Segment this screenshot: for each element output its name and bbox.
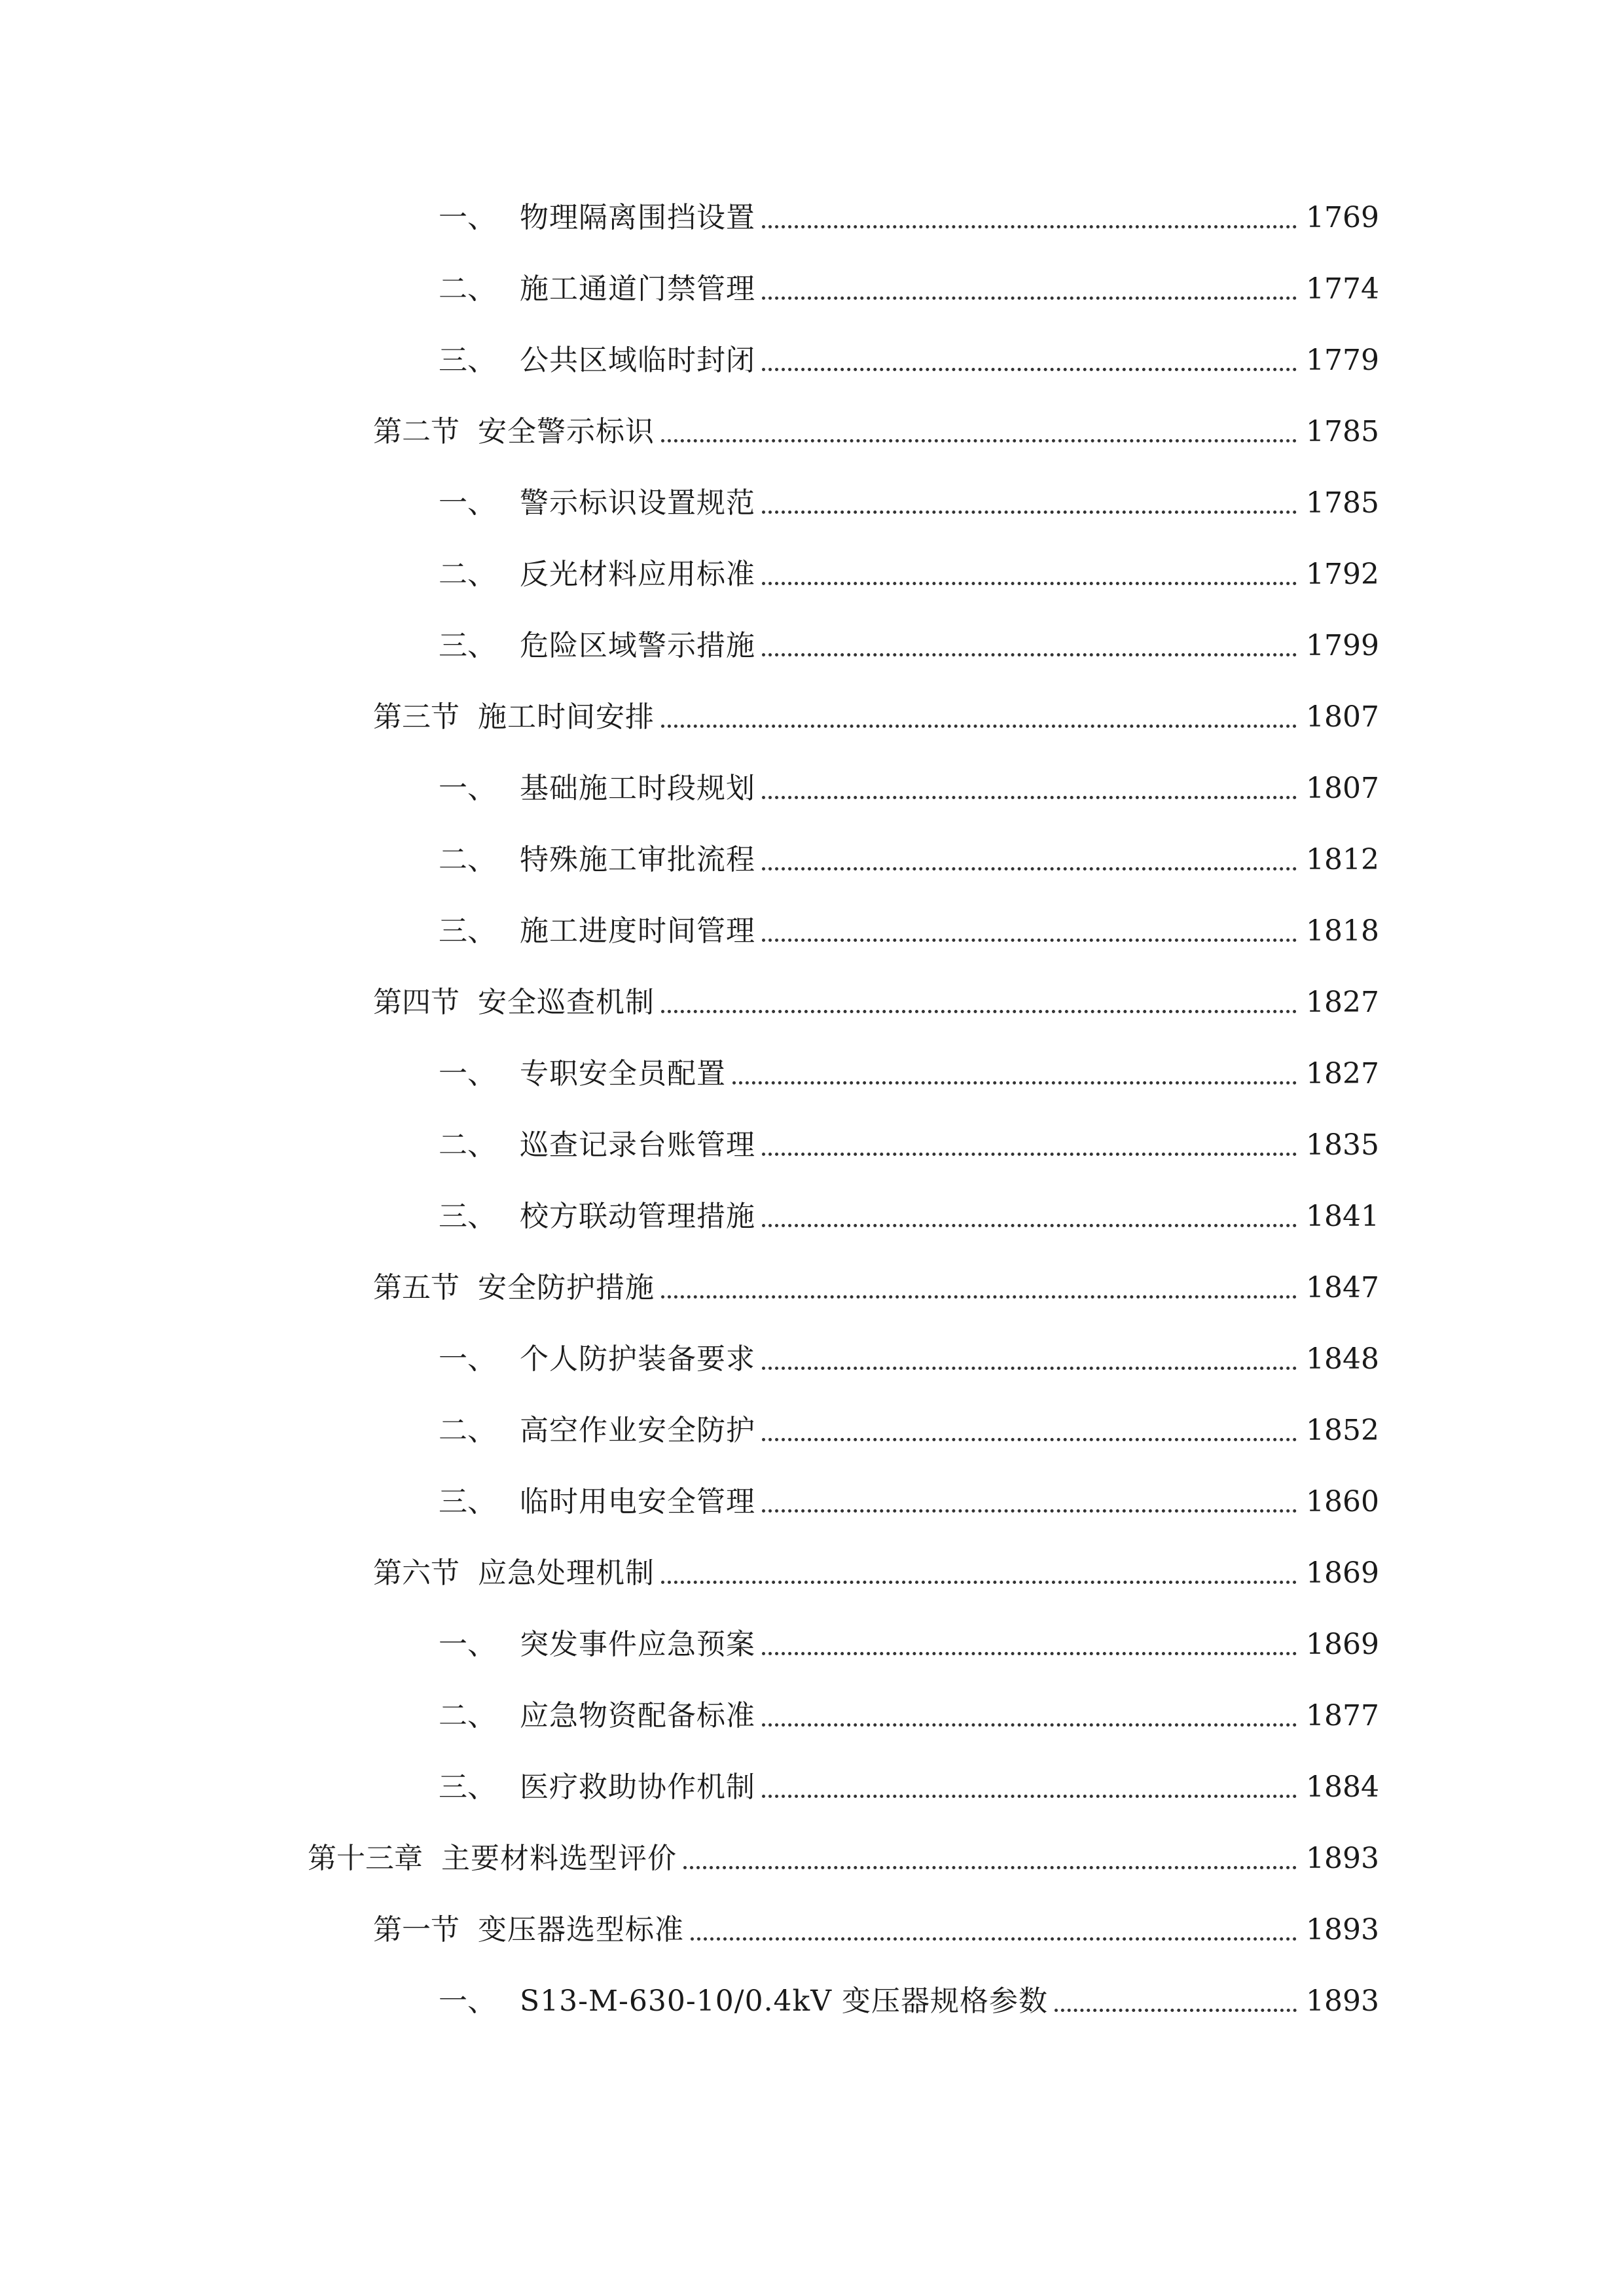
toc-entry-title: 安全警示标识 xyxy=(478,415,655,448)
dot-leader xyxy=(762,1126,1297,1165)
toc-entry-title: 医疗救助协作机制 xyxy=(520,1770,755,1804)
toc-entry-number: 第二节 xyxy=(373,415,460,448)
toc-entry[interactable] xyxy=(439,1197,1379,1236)
toc-entry-title: 变压器选型标准 xyxy=(478,1913,684,1946)
toc-entry-page: 1869 xyxy=(1306,1556,1379,1590)
toc-entry-number: 三、 xyxy=(439,629,496,662)
toc-entry-title: 基础施工时段规划 xyxy=(520,772,755,805)
dot-leader xyxy=(661,1554,1297,1593)
toc-entry-title: 安全巡查机制 xyxy=(478,986,655,1019)
dot-leader xyxy=(762,484,1297,523)
toc-entry-number: 三、 xyxy=(439,1485,496,1518)
toc-entry-number: 一、 xyxy=(439,1984,496,2018)
toc-entry-page: 1807 xyxy=(1306,772,1379,805)
toc-entry-number: 一、 xyxy=(439,772,496,805)
toc-entry-page: 1848 xyxy=(1306,1342,1379,1376)
toc-entry-number: 第五节 xyxy=(373,1271,460,1304)
toc-entry[interactable] xyxy=(439,555,1379,594)
toc-entry-title: 施工通道门禁管理 xyxy=(520,272,755,306)
toc-entry-title: 反光材料应用标准 xyxy=(520,558,755,591)
dot-leader xyxy=(661,412,1297,452)
toc-entry[interactable] xyxy=(373,1554,1379,1593)
toc-entry-number: 二、 xyxy=(439,1414,496,1447)
toc-entry[interactable] xyxy=(373,698,1379,737)
toc-entry-title: 突发事件应急预案 xyxy=(520,1628,755,1661)
toc-entry-page: 1779 xyxy=(1306,344,1379,377)
toc-entry-number: 一、 xyxy=(439,1057,496,1090)
toc-entry-title: 公共区域临时封闭 xyxy=(520,344,755,377)
dot-leader xyxy=(762,1696,1297,1736)
dot-leader xyxy=(762,1625,1297,1664)
toc-entry-page: 1785 xyxy=(1306,415,1379,448)
dot-leader xyxy=(762,840,1297,880)
toc-entry[interactable] xyxy=(439,1340,1379,1379)
toc-entry[interactable] xyxy=(373,1910,1379,1950)
toc-entry[interactable] xyxy=(439,1625,1379,1664)
toc-entry-title: 施工进度时间管理 xyxy=(520,914,755,948)
toc-entry-number: 第六节 xyxy=(373,1556,460,1590)
toc-entry-number: 二、 xyxy=(439,1128,496,1162)
toc-entry-number: 三、 xyxy=(439,1200,496,1233)
toc-entry[interactable] xyxy=(439,1482,1379,1522)
dot-leader xyxy=(762,1197,1297,1236)
dot-leader xyxy=(762,769,1297,808)
toc-entry[interactable] xyxy=(439,1696,1379,1736)
toc-entry[interactable] xyxy=(439,341,1379,380)
toc-entry-page: 1893 xyxy=(1306,1913,1379,1946)
dot-leader xyxy=(762,1340,1297,1379)
toc-entry-page: 1893 xyxy=(1306,1984,1379,2018)
toc-entry[interactable] xyxy=(439,1982,1379,2021)
toc-entry-title: 危险区域警示措施 xyxy=(520,629,755,662)
toc-entry-number: 第四节 xyxy=(373,986,460,1019)
dot-leader xyxy=(683,1839,1297,1878)
toc-entry-page: 1877 xyxy=(1306,1699,1379,1732)
dot-leader xyxy=(762,555,1297,594)
toc-entry-title: S13-M-630-10/0.4kV 变压器规格参数 xyxy=(520,1984,1048,2018)
toc-entry-number: 二、 xyxy=(439,272,496,306)
dot-leader xyxy=(762,1482,1297,1522)
toc-entry-number: 一、 xyxy=(439,1628,496,1661)
toc-entry-page: 1818 xyxy=(1306,914,1379,948)
toc-entry-page: 1774 xyxy=(1306,272,1379,306)
toc-entry-title: 高空作业安全防护 xyxy=(520,1414,755,1447)
toc-entry-page: 1893 xyxy=(1306,1842,1379,1875)
toc-entry[interactable] xyxy=(439,270,1379,309)
toc-entry-number: 三、 xyxy=(439,1770,496,1804)
dot-leader xyxy=(762,1768,1297,1807)
dot-leader xyxy=(762,341,1297,380)
toc-entry-number: 第十三章 xyxy=(308,1842,423,1875)
toc-entry-title: 应急物资配备标准 xyxy=(520,1699,755,1732)
toc-entry[interactable] xyxy=(439,912,1379,951)
toc-entry-number: 三、 xyxy=(439,914,496,948)
toc-entry-page: 1884 xyxy=(1306,1770,1379,1804)
toc-entry-page: 1860 xyxy=(1306,1485,1379,1518)
toc-entry-page: 1807 xyxy=(1306,700,1379,734)
toc-entry-number: 二、 xyxy=(439,1699,496,1732)
toc-entry-page: 1799 xyxy=(1306,629,1379,662)
toc-entry-page: 1792 xyxy=(1306,558,1379,591)
toc-entry-page: 1769 xyxy=(1306,201,1379,234)
toc-entry-title: 个人防护装备要求 xyxy=(520,1342,755,1376)
toc-entry[interactable] xyxy=(439,1054,1379,1094)
toc-entry-page: 1827 xyxy=(1306,986,1379,1019)
toc-entry-title: 临时用电安全管理 xyxy=(520,1485,755,1518)
toc-entry-title: 应急处理机制 xyxy=(478,1556,655,1590)
toc-entry-page: 1785 xyxy=(1306,486,1379,520)
dot-leader xyxy=(762,1411,1297,1450)
dot-leader xyxy=(1055,1982,1297,2021)
toc-entry[interactable] xyxy=(373,412,1379,452)
toc-entry-title: 警示标识设置规范 xyxy=(520,486,755,520)
dot-leader xyxy=(762,912,1297,951)
toc-entry[interactable] xyxy=(439,1768,1379,1807)
toc-entry-title: 安全防护措施 xyxy=(478,1271,655,1304)
dot-leader xyxy=(691,1910,1297,1950)
toc-entry[interactable] xyxy=(308,1839,1379,1878)
dot-leader xyxy=(732,1054,1297,1094)
toc-entry-number: 第一节 xyxy=(373,1913,460,1946)
toc-entry-title: 校方联动管理措施 xyxy=(520,1200,755,1233)
toc-entry-page: 1812 xyxy=(1306,843,1379,876)
toc-entry[interactable] xyxy=(373,1268,1379,1308)
dot-leader xyxy=(661,698,1297,737)
toc-entry-number: 一、 xyxy=(439,201,496,234)
toc-entry-title: 物理隔离围挡设置 xyxy=(520,201,755,234)
toc-entry-number: 一、 xyxy=(439,486,496,520)
toc-entry[interactable] xyxy=(439,1411,1379,1450)
toc-entry-title: 特殊施工审批流程 xyxy=(520,843,755,876)
toc-entry[interactable] xyxy=(439,198,1379,238)
toc-entry[interactable] xyxy=(439,1126,1379,1165)
toc-entry[interactable] xyxy=(373,983,1379,1022)
toc-entry-page: 1841 xyxy=(1306,1200,1379,1233)
dot-leader xyxy=(762,626,1297,666)
toc-entry[interactable] xyxy=(439,484,1379,523)
toc-entry-number: 一、 xyxy=(439,1342,496,1376)
toc-entry-title: 主要材料选型评价 xyxy=(441,1842,677,1875)
toc-entry-title: 施工时间安排 xyxy=(478,700,655,734)
dot-leader xyxy=(762,198,1297,238)
toc-entry-number: 第三节 xyxy=(373,700,460,734)
toc-entry-title: 巡查记录台账管理 xyxy=(520,1128,755,1162)
dot-leader xyxy=(661,1268,1297,1308)
toc-entry-number: 二、 xyxy=(439,558,496,591)
toc-entry-title: 专职安全员配置 xyxy=(520,1057,726,1090)
toc-entry[interactable] xyxy=(439,840,1379,880)
dot-leader xyxy=(661,983,1297,1022)
dot-leader xyxy=(762,270,1297,309)
toc-entry-page: 1852 xyxy=(1306,1414,1379,1447)
toc-entry-page: 1869 xyxy=(1306,1628,1379,1661)
toc-entry-page: 1835 xyxy=(1306,1128,1379,1162)
toc-entry-page: 1847 xyxy=(1306,1271,1379,1304)
toc-entry-number: 三、 xyxy=(439,344,496,377)
toc-entry[interactable] xyxy=(439,626,1379,666)
toc-entry[interactable] xyxy=(439,769,1379,808)
toc-entry-number: 二、 xyxy=(439,843,496,876)
toc-entry-page: 1827 xyxy=(1306,1057,1379,1090)
